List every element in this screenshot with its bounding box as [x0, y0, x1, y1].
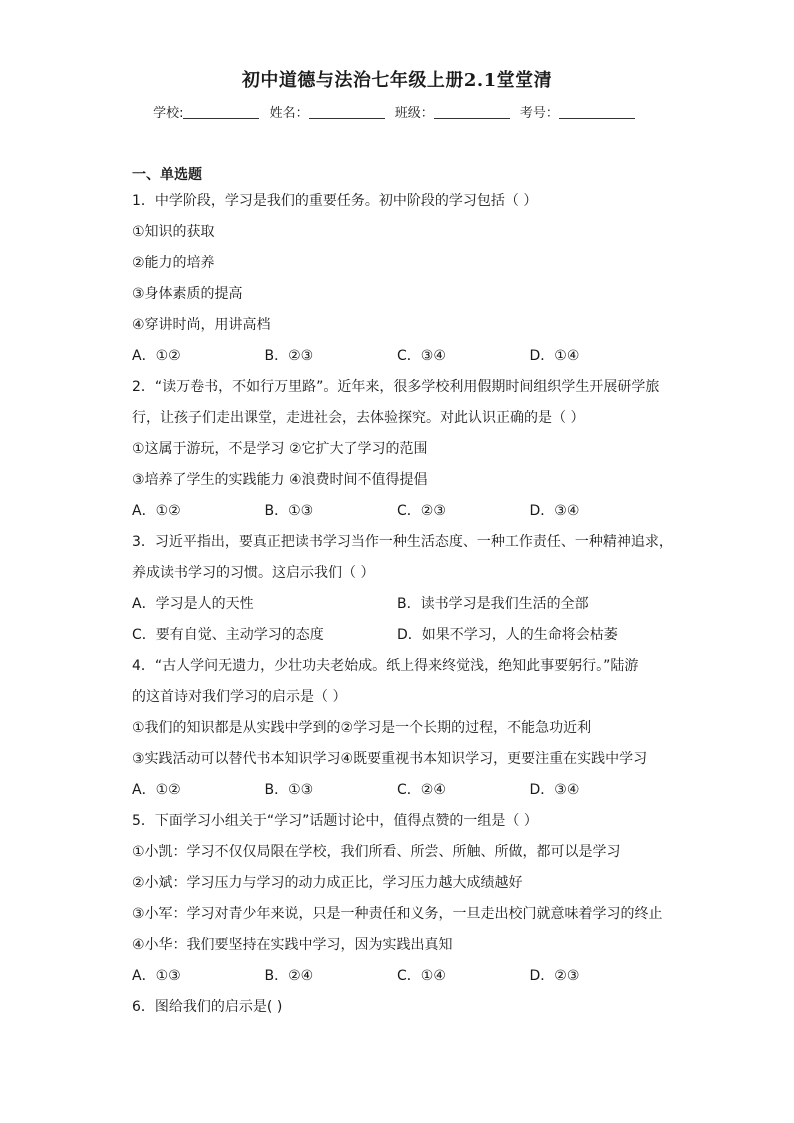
class-label: 班级：: [394, 106, 434, 121]
option-b[interactable]: B．②④: [264, 968, 314, 984]
option-c[interactable]: C．②④: [397, 782, 446, 798]
question-2: [132, 376, 662, 531]
section-title: 一、单选题: [132, 167, 202, 183]
question-line: ④小华：我们要坚持在实践中学习，因为实践出真知: [132, 937, 453, 953]
option-b[interactable]: B．①③: [264, 503, 314, 519]
option-d[interactable]: D．②③: [529, 968, 580, 984]
question-line: 6．图给我们的启示是( ): [132, 999, 283, 1015]
question-line: 5．下面学习小组关于“学习”话题讨论中，值得点赞的一组是（ ）: [132, 813, 538, 829]
exam-number-label: 考号：: [519, 106, 559, 121]
name-blank[interactable]: [309, 106, 385, 119]
question-line: ①小凯：学习不仅仅局限在学校，我们所看、所尝、所触、所做，都可以是学习: [132, 844, 621, 860]
question-line: 4．“古人学问无遗力，少壮功夫老始成。纸上得来终觉浅，绝知此事要躬行。”陆游: [132, 658, 639, 674]
option-d[interactable]: D．如果不学习，人的生命将会枯萎: [397, 627, 618, 643]
option-b[interactable]: B．读书学习是我们生活的全部: [397, 596, 589, 612]
option-a[interactable]: A．①②: [132, 782, 181, 798]
question-line: 行，让孩子们走出课堂，走进社会，去体验探究。对此认识正确的是（ ）: [132, 410, 585, 426]
question-line: 的这首诗对我们学习的启示是（ ）: [132, 689, 347, 705]
question-line: ④穿讲时尚，用讲高档: [132, 317, 271, 333]
question-line: ③小军：学习对青少年来说，只是一种责任和义务，一旦走出校门就意味着学习的终止: [132, 906, 663, 922]
option-d[interactable]: D．①④: [529, 348, 580, 364]
option-row: [132, 779, 662, 810]
option-row: [132, 624, 662, 655]
option-row: [132, 500, 662, 531]
option-a[interactable]: A．①②: [132, 348, 181, 364]
option-b[interactable]: B．②③: [264, 348, 314, 364]
option-row: [132, 345, 662, 376]
option-c[interactable]: C．②③: [397, 503, 446, 519]
question-line: 2．“读万卷书，不如行万里路”。近年来，很多学校利用假期时间组织学生开展研学旅: [132, 379, 660, 395]
option-c[interactable]: C．要有自觉、主动学习的态度: [132, 627, 324, 643]
question-4: [132, 655, 662, 810]
question-line: 3．习近平指出，要真正把读书学习当作一种生活态度、一种工作责任、一种精神追求，: [132, 534, 673, 550]
option-a[interactable]: A．①③: [132, 968, 181, 984]
question-line: ②小斌：学习压力与学习的动力成正比，学习压力越大成绩越好: [132, 875, 523, 891]
question-line: ①我们的知识都是从实践中学到的②学习是一个长期的过程，不能急功近利: [132, 720, 592, 736]
school-label: 学校:: [153, 106, 184, 121]
question-line: ③身体素质的提高: [132, 286, 243, 302]
option-c[interactable]: C．③④: [397, 348, 446, 364]
question-3: [132, 531, 673, 655]
page-title: 初中道德与法治七年级上册2.1堂堂清: [241, 70, 553, 91]
option-d[interactable]: D．③④: [529, 503, 580, 519]
question-6: [132, 996, 662, 1027]
question-line: ①这属于游玩，不是学习 ②它扩大了学习的范围: [132, 441, 428, 457]
question-line: 养成读书学习的习惯。这启示我们（ ）: [132, 565, 375, 581]
question-line: ②能力的培养: [132, 255, 215, 271]
student-info-row: [0, 102, 794, 121]
question-line: ③实践活动可以替代书本知识学习④既要重视书本知识学习，更要注重在实践中学习: [132, 751, 648, 767]
option-a[interactable]: A．学习是人的天性: [132, 596, 254, 612]
option-c[interactable]: C．①④: [397, 968, 446, 984]
exam-number-blank[interactable]: [559, 106, 635, 119]
school-blank[interactable]: [183, 106, 259, 119]
option-b[interactable]: B．①③: [264, 782, 314, 798]
option-row: [132, 593, 662, 624]
option-row: [132, 965, 662, 996]
class-blank[interactable]: [434, 106, 510, 119]
name-label: 姓名：: [269, 106, 309, 121]
question-line: ①知识的获取: [132, 224, 215, 240]
question-line: ③培养了学生的实践能力 ④浪费时间不值得提倡: [132, 472, 428, 488]
option-a[interactable]: A．①②: [132, 503, 181, 519]
question-line: 1．中学阶段，学习是我们的重要任务。初中阶段的学习包括（ ）: [132, 193, 538, 209]
question-5: [132, 810, 662, 996]
option-d[interactable]: D．③④: [529, 782, 580, 798]
question-list: [132, 190, 673, 1027]
question-1: [132, 190, 662, 376]
